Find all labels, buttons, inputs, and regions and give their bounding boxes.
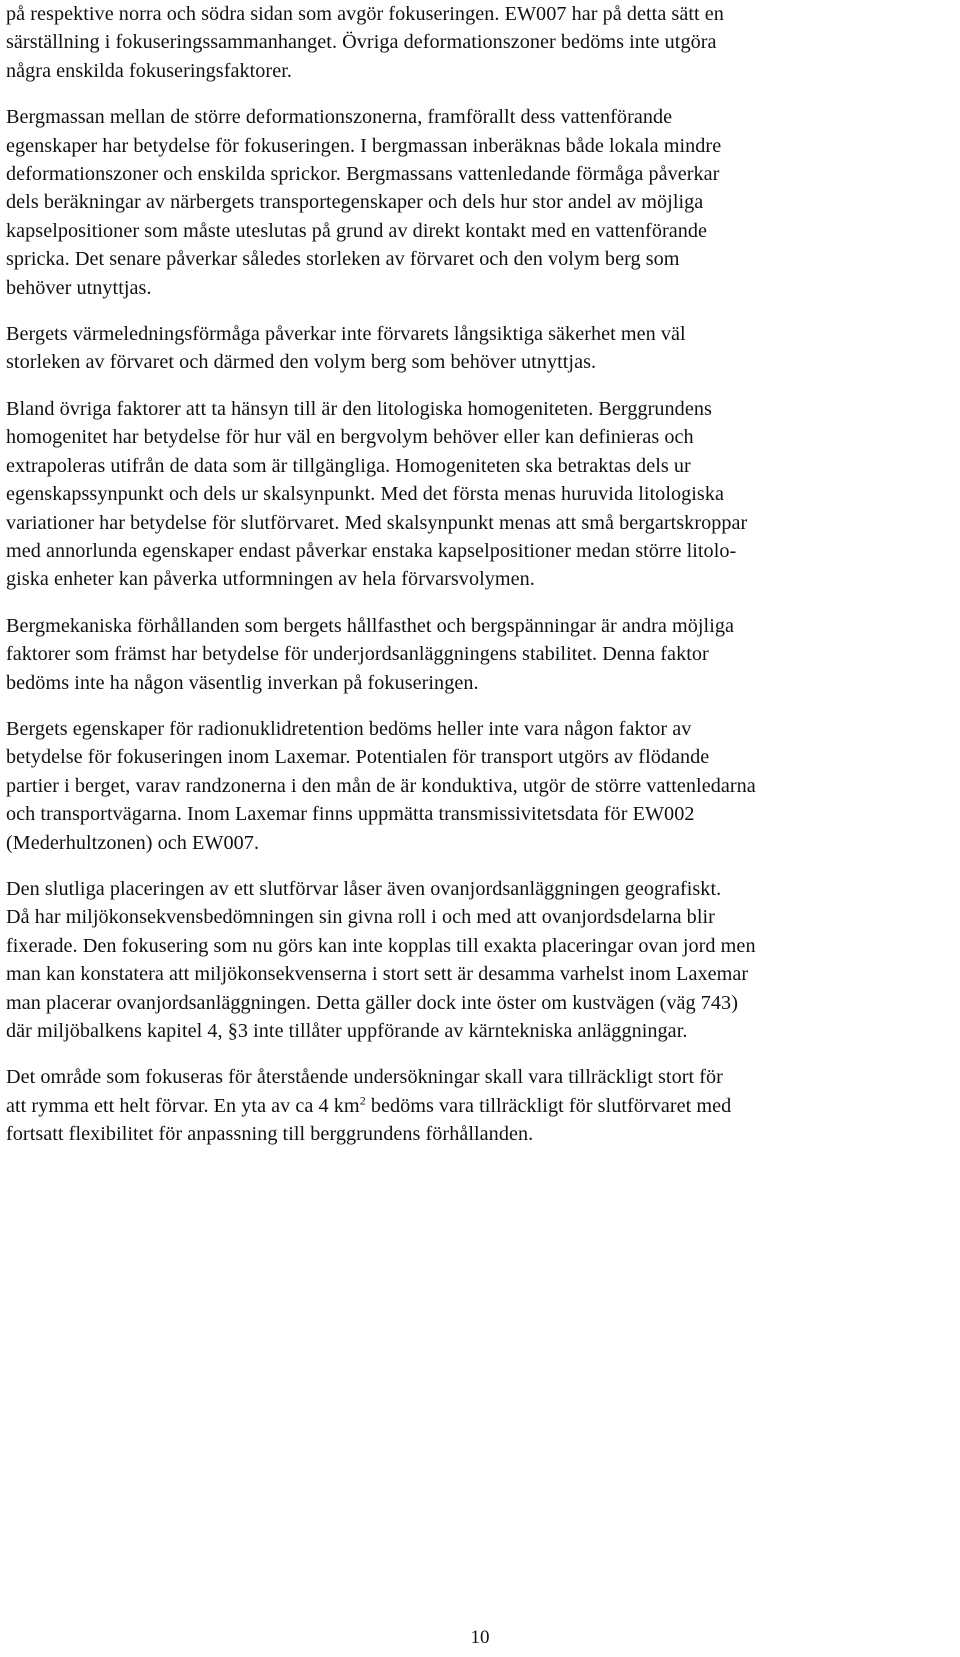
text-line: Den slutliga placeringen av ett slutförvar låser även ovanjordsanläggningen geografiskt. — [6, 877, 722, 900]
text-line: Det område som fokuseras för återstående undersökningar skall vara tillräckligt stort för — [6, 1066, 723, 1089]
text-line: man placerar ovanjordsanläggningen. Detta gäller dock inte öster om kustvägen (väg 743) — [6, 991, 738, 1014]
superscript-exponent: 2 — [359, 1093, 366, 1108]
text-line: bedöms inte ha någon väsentlig inverkan på fokuseringen. — [6, 671, 479, 694]
paragraph-bergmekaniska-forhallanden — [6, 612, 956, 697]
text-line: egenskapssynpunkt och dels ur skalsynpunkt. Med det första menas huruvida litologiska — [6, 483, 724, 506]
paragraph-litologisk-homogenitet — [6, 395, 956, 594]
text-line: på respektive norra och södra sidan som avgör fokuseringen. EW007 har på detta sätt en — [6, 3, 724, 25]
text-line-with-superscript — [6, 1092, 956, 1120]
text-line: Bergmekaniska förhållanden som bergets hållfasthet och bergspänningar är andra möjliga — [6, 614, 735, 637]
text-line: Bland övriga faktorer att ta hänsyn till är den litologiska homogeniteten. Berggrundens — [6, 397, 712, 420]
text-line: fixerade. Den fokusering som nu görs kan inte kopplas till exakta placeringar ovan jord men — [6, 934, 756, 957]
text-line: variationer har betydelse för slutförvaret. Med skalsynpunkt menas att små bergartskroppar — [6, 511, 748, 534]
text-line: dels beräkningar av närbergets transportegenskaper och dels hur stor andel av möjliga — [6, 191, 704, 214]
text-line: några enskilda fokuseringsfaktorer. — [6, 59, 292, 82]
paragraph-fokusering-deformationszoner — [6, 0, 956, 85]
paragraph-varmeledningsformaga — [6, 320, 956, 377]
text-line: Då har miljökonsekvensbedömningen sin givna roll i och med att ovanjordsdelarna blir — [6, 906, 715, 929]
text-line: särställning i fokuseringssammanhanget. Övriga deformationszoner bedöms inte utgöra — [6, 31, 717, 54]
text-line: behöver utnyttjas. — [6, 276, 152, 299]
text-line: extrapoleras utifrån de data som är tillgängliga. Homogeniteten ska betraktas dels ur — [6, 454, 691, 477]
text-line: (Mederhultzonen) och EW007. — [6, 831, 260, 854]
text-line: partier i berget, varav randzonerna i den mån de är konduktiva, utgör de större vattenledarna — [6, 774, 756, 797]
text-line: faktorer som främst har betydelse för underjordsanläggningens stabilitet. Denna faktor — [6, 643, 709, 666]
text-segment: bedöms vara tillräckligt för slutförvaret med — [365, 1094, 732, 1117]
document-body — [6, 0, 956, 1167]
text-segment: att rymma ett helt förvar. En yta av ca 4 km — [6, 1094, 360, 1117]
page-number: 10 — [470, 1627, 490, 1648]
text-line: Bergmassan mellan de större deformationszonerna, framförallt dess vattenförande — [6, 106, 673, 129]
text-line: kapselpositioner som måste uteslutas på grund av direkt kontakt med en vattenförande — [6, 219, 708, 242]
text-line: man kan konstatera att miljökonsekvenserna i stort sett är desamma varhelst inom Laxemar — [6, 963, 749, 986]
text-line: Bergets egenskaper för radionuklidretention bedöms heller inte vara någon faktor av — [6, 717, 692, 740]
text-line: och transportvägarna. Inom Laxemar finns uppmätta transmissivitetsdata för EW002 — [6, 803, 695, 826]
text-line: där miljöbalkens kapitel 4, §3 inte tillåter uppförande av kärntekniska anläggningar. — [6, 1020, 688, 1042]
paragraph-radionuklidretention — [6, 715, 956, 857]
text-line: giska enheter kan påverka utformningen av hela förvarsvolymen. — [6, 568, 535, 591]
text-line: homogenitet har betydelse för hur väl en bergvolym behöver eller kan definieras och — [6, 426, 694, 449]
text-line: betydelse för fokuseringen inom Laxemar. Potentialen för transport utgörs av flödande — [6, 746, 710, 769]
text-line: storleken av förvaret och därmed den volym berg som behöver utnyttjas. — [6, 351, 597, 374]
text-line: fortsatt flexibilitet för anpassning till berggrundens förhållanden. — [6, 1123, 534, 1146]
text-line: deformationszoner och enskilda sprickor. Bergmassans vattenledande förmåga påverkar — [6, 163, 720, 186]
paragraph-ovanjordsanlaggning — [6, 875, 956, 1045]
text-line: Bergets värmeledningsförmåga påverkar inte förvarets långsiktiga säkerhet men väl — [6, 323, 686, 346]
text-line: egenskaper har betydelse för fokuseringen. I bergmassan inberäknas både lokala mindre — [6, 134, 722, 157]
paragraph-bergmassan — [6, 103, 956, 302]
text-line: spricka. Det senare påverkar således storleken av förvaret och den volym berg som — [6, 248, 680, 271]
text-line: med annorlunda egenskaper endast påverkar enstaka kapselpositioner medan större litolo- — [6, 539, 737, 562]
paragraph-fokuserat-omrade — [6, 1063, 956, 1148]
